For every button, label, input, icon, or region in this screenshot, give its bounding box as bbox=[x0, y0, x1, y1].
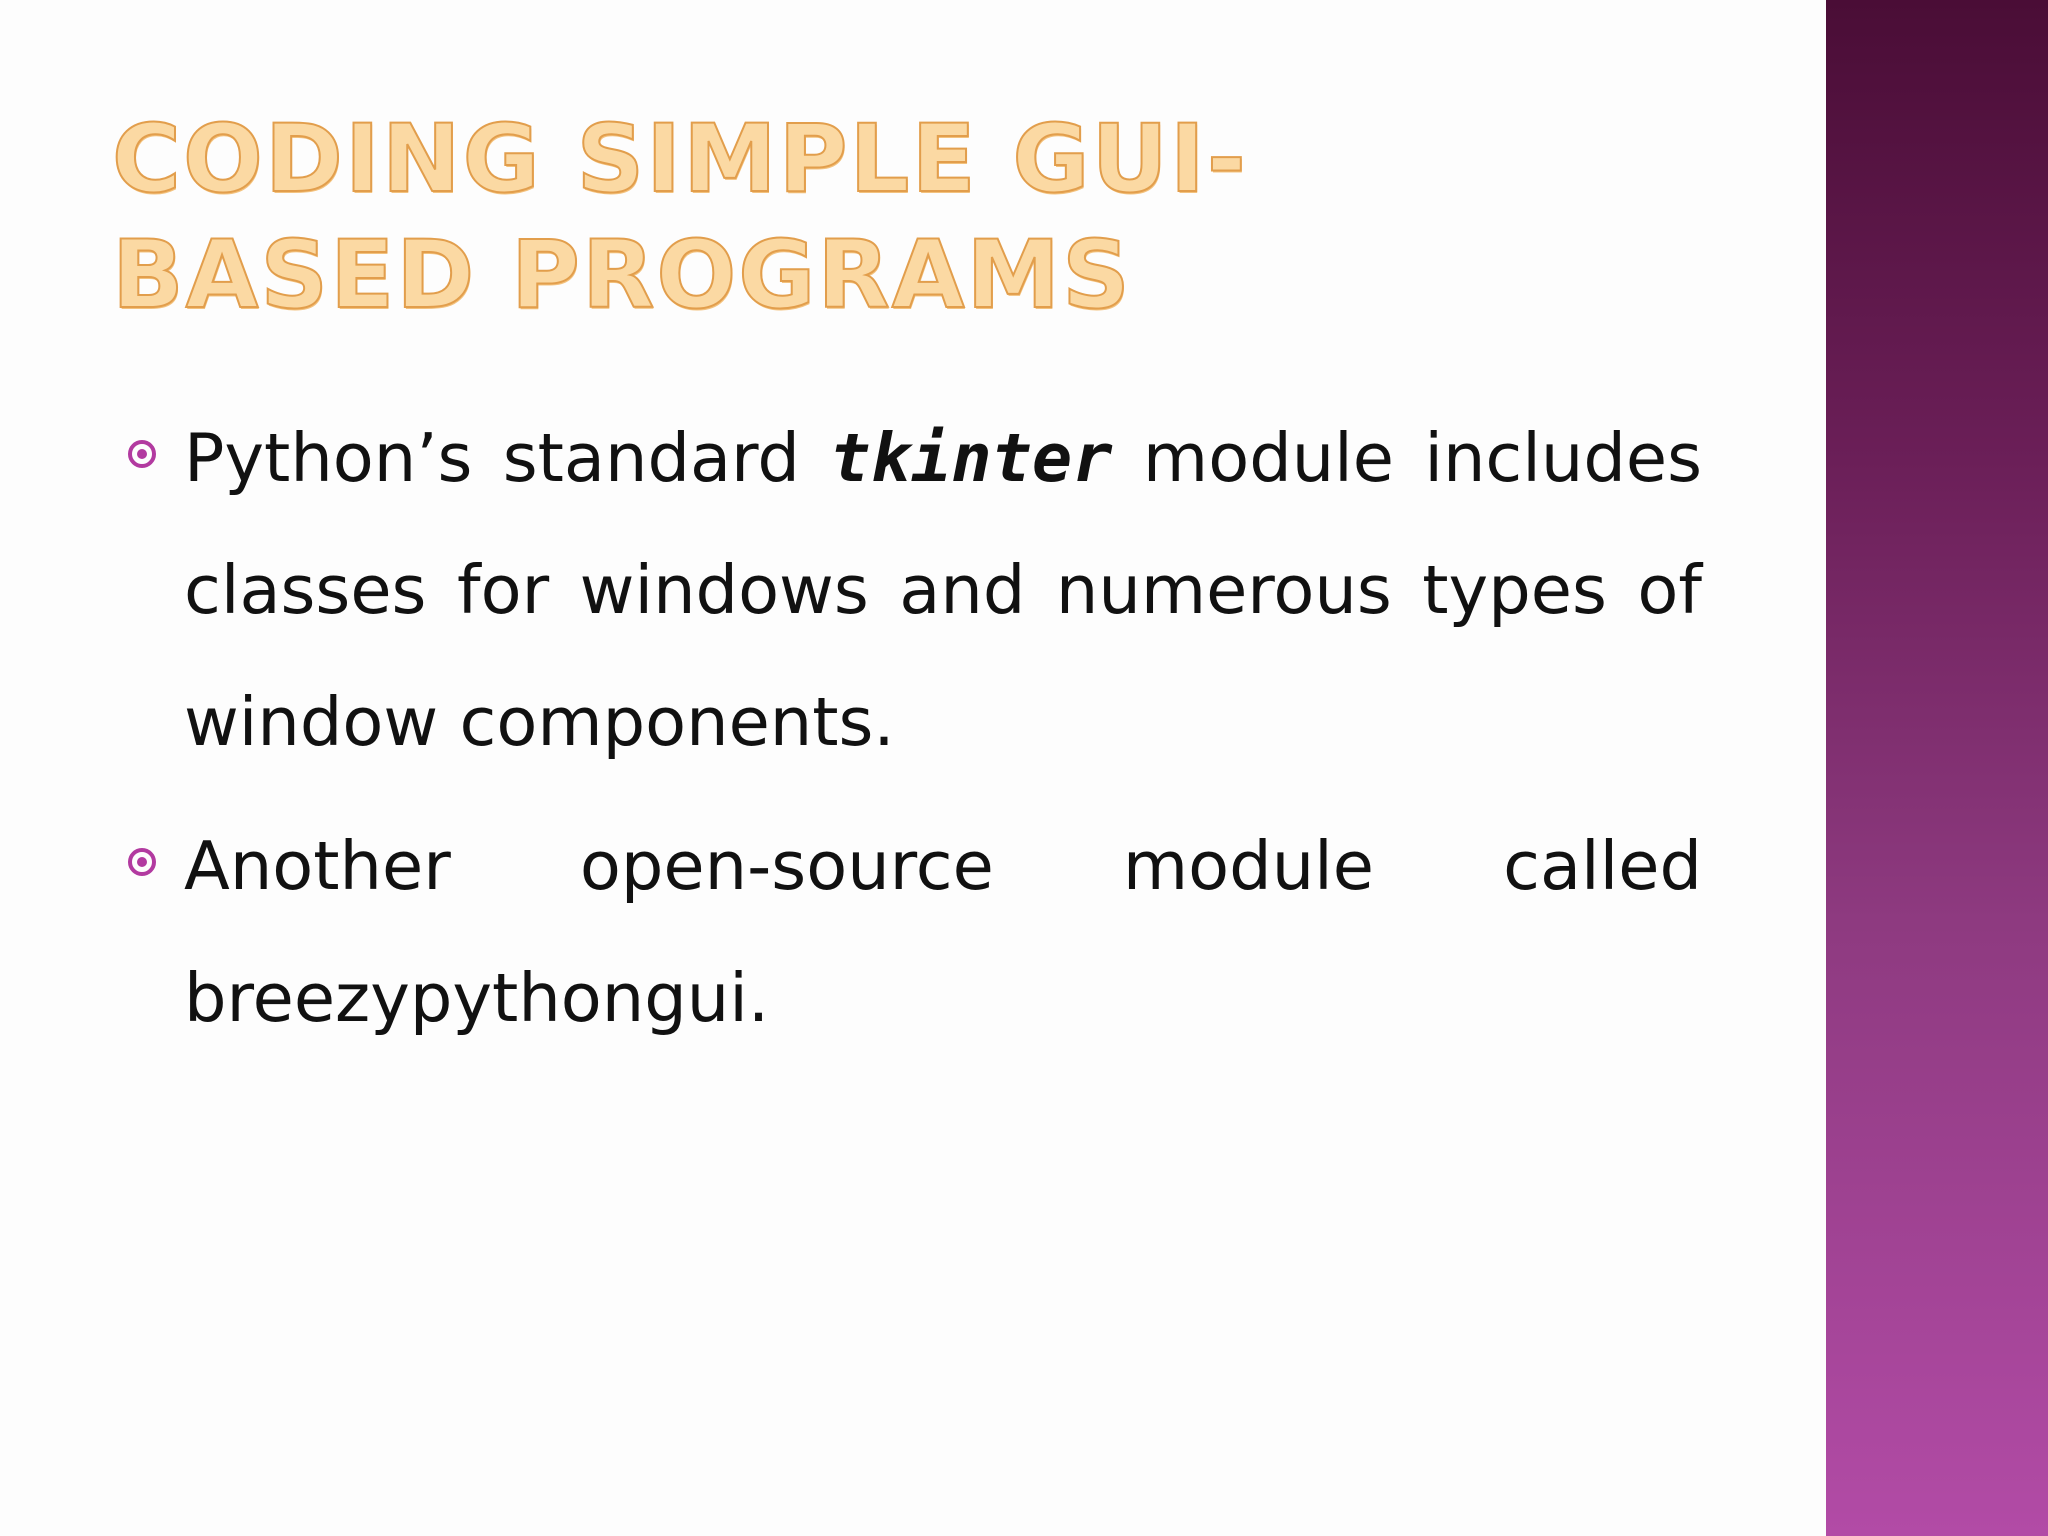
bullet-text-part: Python’s standard bbox=[184, 419, 831, 497]
decorative-side-bar bbox=[1826, 0, 2048, 1536]
bullet-text: Another open-source module called breezypythongui. bbox=[184, 827, 1702, 1037]
module-name-tkinter: tkinter bbox=[830, 419, 1113, 497]
circled-dot-bullet-icon bbox=[128, 440, 156, 468]
bullet-list bbox=[120, 392, 1702, 1076]
bullet-item-breezypythongui bbox=[120, 800, 1702, 1064]
slide-title: CODING SIMPLE GUI-BASED PROGRAMS bbox=[112, 105, 1248, 330]
circled-dot-bullet-icon bbox=[128, 848, 156, 876]
bullet-item-tkinter bbox=[120, 392, 1702, 788]
bullet-text-part: module includes classes for windows and numerous types of window components. bbox=[184, 419, 1702, 761]
